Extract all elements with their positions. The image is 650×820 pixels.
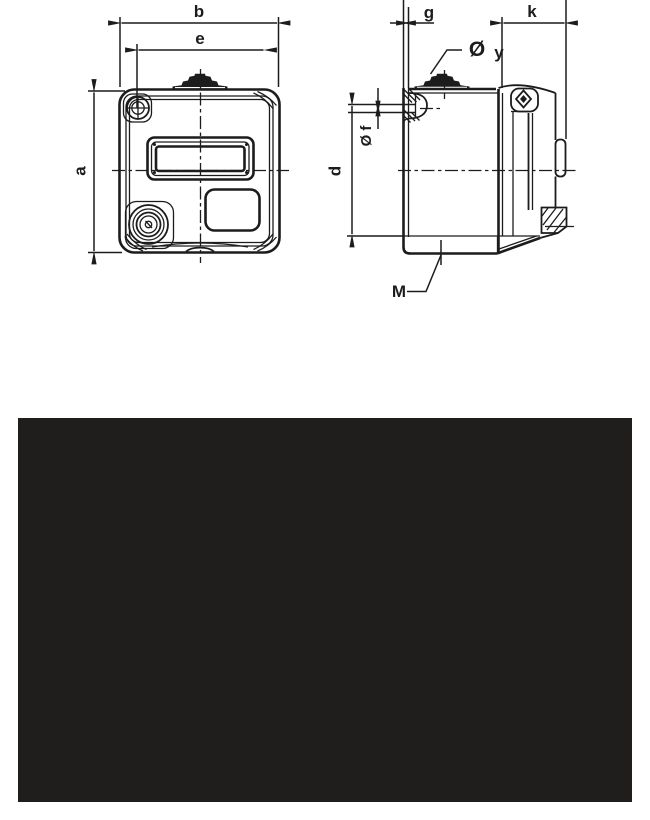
dim-label-d: d — [325, 165, 345, 177]
dim-label-diameter-y-symbol: Ø — [468, 38, 486, 61]
dim-label-a: a — [70, 166, 90, 176]
dimension-k — [502, 0, 566, 139]
dim-label-m: M — [391, 282, 407, 301]
dim-label-k: k — [527, 2, 537, 21]
dimension-a — [71, 91, 126, 253]
side-cap-boot — [415, 74, 470, 89]
callout-m — [392, 240, 441, 301]
dimension-g — [390, 3, 434, 23]
side-screw-boss — [511, 89, 538, 112]
front-recess-square — [206, 190, 260, 231]
black-image-block — [18, 418, 632, 802]
lower-lug — [540, 208, 574, 239]
cable-entry-flange — [404, 90, 428, 124]
dim-label-diameter-y: y — [494, 43, 504, 62]
lock-element — [126, 202, 174, 249]
dim-label-diameter-f: Ø f — [358, 125, 375, 147]
mounting-bracket — [511, 93, 566, 236]
dimension-d — [326, 106, 405, 236]
dim-label-g: g — [423, 3, 435, 22]
front-view — [112, 69, 289, 263]
dim-label-b: b — [193, 2, 205, 21]
dimension-diameter-y — [431, 38, 505, 74]
side-view — [398, 0, 576, 254]
dim-label-e: e — [195, 29, 205, 48]
